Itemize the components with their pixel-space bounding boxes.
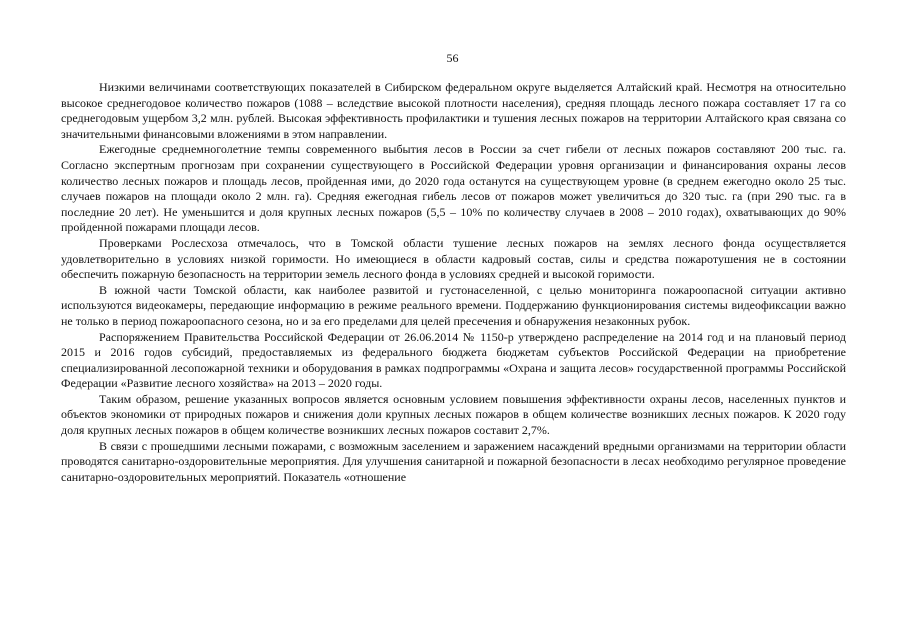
paragraph-conclusion: Таким образом, решение указанных вопросов является основным условием повышения эффективности охраны лесов, населенных пунктов и объектов экономики от природных пожаров и снижения доли крупных лесных пожаров в общем количестве возникших лесных пожаров. К 2020 году доля крупных лесных пожаров в общем количестве возникших лесных пожаров составит 2,7%.	[61, 391, 846, 438]
paragraph-altai-region: Низкими величинами соответствующих показателей в Сибирском федеральном округе выделяется Алтайский край. Несмотря на относительно высокое среднегодовое количество пожаров (1088 – вследствие высокой плотности населения), средняя площадь лесного пожара составляет 17 га со среднегодовым ущербом 3,2 млн. рублей. Высокая эффективность профилактики и тушения лесных пожаров на территории Алтайского края связана со значительными финансовыми вложениями в этом направлении.	[61, 80, 846, 141]
document-body	[61, 80, 846, 640]
paragraph-tomsk-inspections: Проверками Рослесхоза отмечалось, что в Томской области тушение лесных пожаров на землях лесного фонда осуществляется удовлетворительно в условиях низкой горимости. Но имеющиеся в области кадровый состав, силы и средства пожаротушения не в состоянии обеспечить пожарную безопасность на территории земель лесного фонда в условиях средней и высокой горимости.	[61, 235, 846, 282]
paragraph-sanitary-measures: В связи с прошедшими лесными пожарами, с возможным заселением и заражением насаждений вредными организмами на территории области проводятся санитарно-оздоровительные мероприятия. Для улучшения санитарной и пожарной безопасности в лесах необходимо регулярное проведение санитарно-оздоровительных мероприятий. Показатель «отношение	[61, 438, 846, 484]
paragraph-government-order: Распоряжением Правительства Российской Федерации от 26.06.2014 № 1150-р утверждено распределение на 2014 год и на плановый период 2015 и 2016 годов субсидий, предоставляемых из федерального бюджета бюджетам субъектов Российской Федерации на приобретение специализированной лесопожарной техники и оборудования в рамках подпрограммы «Охрана и защита лесов» государственной программы Российской Федерации «Развитие лесного хозяйства» на 2013 – 2020 годы.	[61, 329, 846, 391]
paragraph-forest-loss-forecast: Ежегодные среднемноголетние темпы современного выбытия лесов в России за счет гибели от лесных пожаров составляют 200 тыс. га. Согласно экспертным прогнозам при сохранении существующего в Российской Федерации уровня организации и финансирования охраны лесов количество лесных пожаров и площадь лесов, пройденная ими, до 2020 года останутся на существующем уровне (в среднем ежегодно около 25 тыс. случаев пожаров на площади около 2 млн. га). Средняя ежегодная гибель лесов от пожаров может увеличиться до 320 тыс. га (при 290 тыс. га в последние 20 лет). Не уменьшится и доля крупных лесных пожаров (5,5 – 10% по количеству случаев в 2008 – 2010 годах), охватывающих до 90% пройденной пожарами площади лесов.	[61, 142, 846, 235]
paragraph-video-monitoring: В южной части Томской области, как наиболее развитой и густонаселенной, с целью мониторинга пожароопасной ситуации активно используются видеокамеры, передающие информацию в режиме реального времени. Поддержанию функционирования системы видеофиксации важно не только в период пожароопасного сезона, но и за его пределами для целей пресечения и обнаружения незаконных рубок.	[61, 282, 846, 328]
page-number: 56	[446, 51, 459, 65]
